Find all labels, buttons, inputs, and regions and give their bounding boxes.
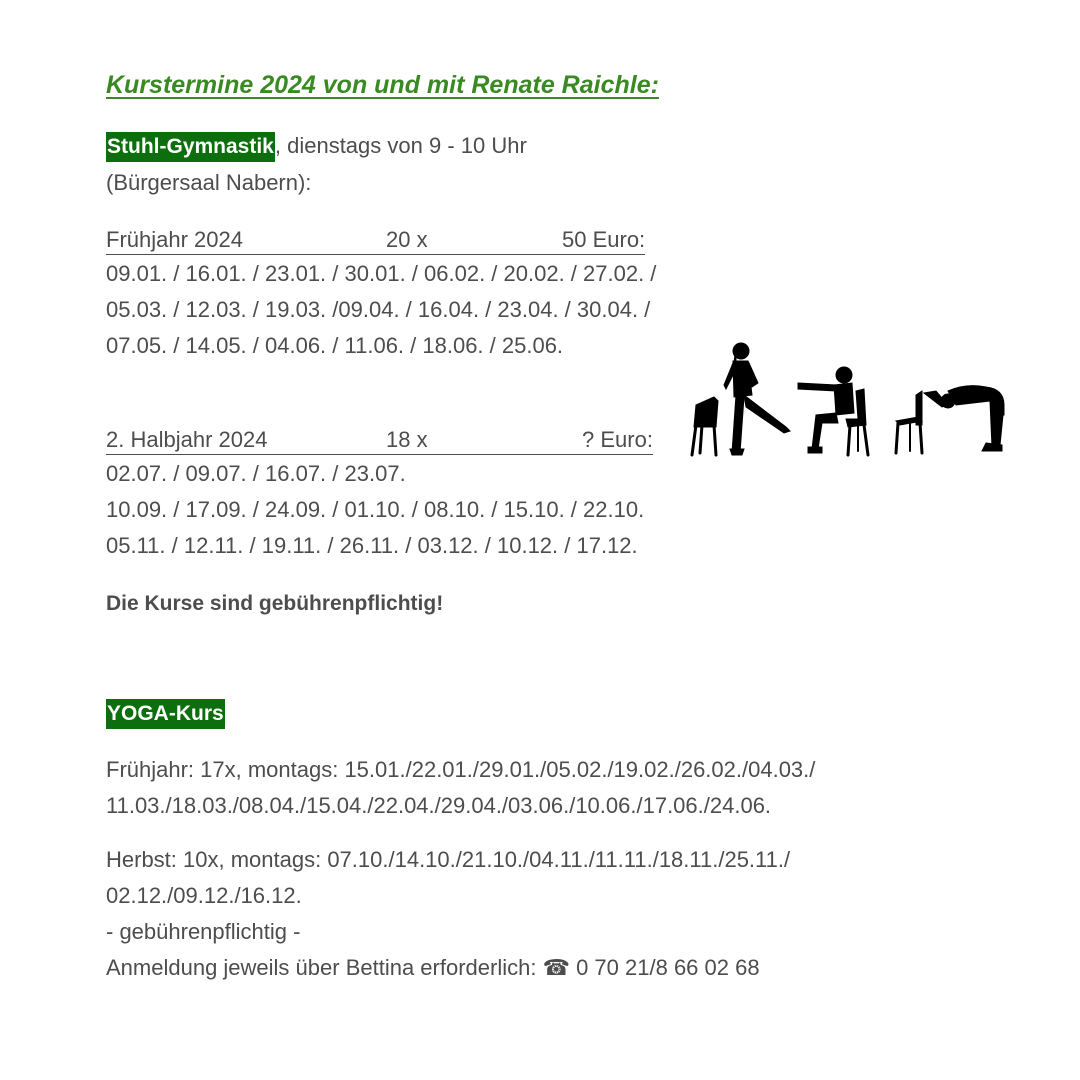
yoga-autumn-line-1: Herbst: 10x, montags: 07.10./14.10./21.10./04.11./11.11./18.11./25.11./ [106, 847, 791, 872]
yoga-fee: - gebührenpflichtig - [106, 919, 301, 944]
figure-standing-leg-lift [692, 343, 790, 455]
yoga-spring-line-2: 11.03./18.03./08.04./15.04./22.04./29.04./03.06./10.06./17.06./24.06. [106, 793, 772, 818]
yoga-spring-line-1: Frühjahr: 17x, montags: 15.01./22.01./29.01./05.02./19.02./26.02./04.03./ [106, 757, 816, 782]
stuhl-spring-dates-2: 05.03. / 12.03. / 19.03. /09.04. / 16.04. / 23.04. / 30.04. / [106, 297, 651, 322]
yoga-badge: YOGA-Kurs [106, 699, 225, 729]
stuhl-spring-period: Frühjahr 2024 [106, 227, 243, 252]
stuhl-spring-price: 50 Euro: [562, 227, 646, 252]
stuhl-second-dates-2: 10.09. / 17.09. / 24.09. / 01.10. / 08.10. / 15.10. / 22.10. [106, 497, 645, 522]
chair-gymnastics-figures-icon [686, 335, 1011, 460]
stuhl-second-count: 18 x [386, 427, 428, 452]
stuhl-spring-header-underline [106, 226, 645, 255]
page-title: Kurstermine 2024 von und mit Renate Raichle: [106, 71, 659, 99]
stuhl-second-period: 2. Halbjahr 2024 [106, 427, 268, 452]
stuhl-second-dates-1: 02.07. / 09.07. / 16.07. / 23.07. [106, 461, 406, 486]
stuhl-badge: Stuhl-Gymnastik [106, 132, 275, 162]
stuhl-second-price: ? Euro: [582, 427, 653, 452]
stuhl-spring-dates-1: 09.01. / 16.01. / 23.01. / 30.01. / 06.02. / 20.02. / 27.02. / [106, 261, 657, 286]
stuhl-time: , dienstags von 9 - 10 Uhr [274, 133, 527, 158]
stuhl-spring-dates-3: 07.05. / 14.05. / 04.06. / 11.06. / 18.06. / 25.06. [106, 333, 564, 358]
stuhl-second-header [106, 422, 653, 458]
stuhl-second-dates-3: 05.11. / 12.11. / 19.11. / 26.11. / 03.12. / 10.12. / 17.12. [106, 533, 638, 558]
stuhl-heading-line [106, 128, 527, 164]
yoga-heading-line [106, 695, 225, 731]
figure-seated-arms-forward [798, 367, 868, 455]
stuhl-spring-header [106, 222, 645, 258]
document-page [106, 0, 1006, 1080]
figure-forward-bend [896, 386, 1004, 453]
yoga-registration: Anmeldung jeweils über Bettina erforderlich: ☎ 0 70 21/8 66 02 68 [106, 955, 760, 980]
stuhl-location: (Bürgersaal Nabern): [106, 170, 312, 195]
yoga-autumn-line-2: 02.12./09.12./16.12. [106, 883, 302, 908]
stuhl-fee-note: Die Kurse sind gebührenpflichtig! [106, 592, 444, 615]
stuhl-spring-count: 20 x [386, 227, 428, 252]
stuhl-second-header-underline [106, 426, 653, 455]
